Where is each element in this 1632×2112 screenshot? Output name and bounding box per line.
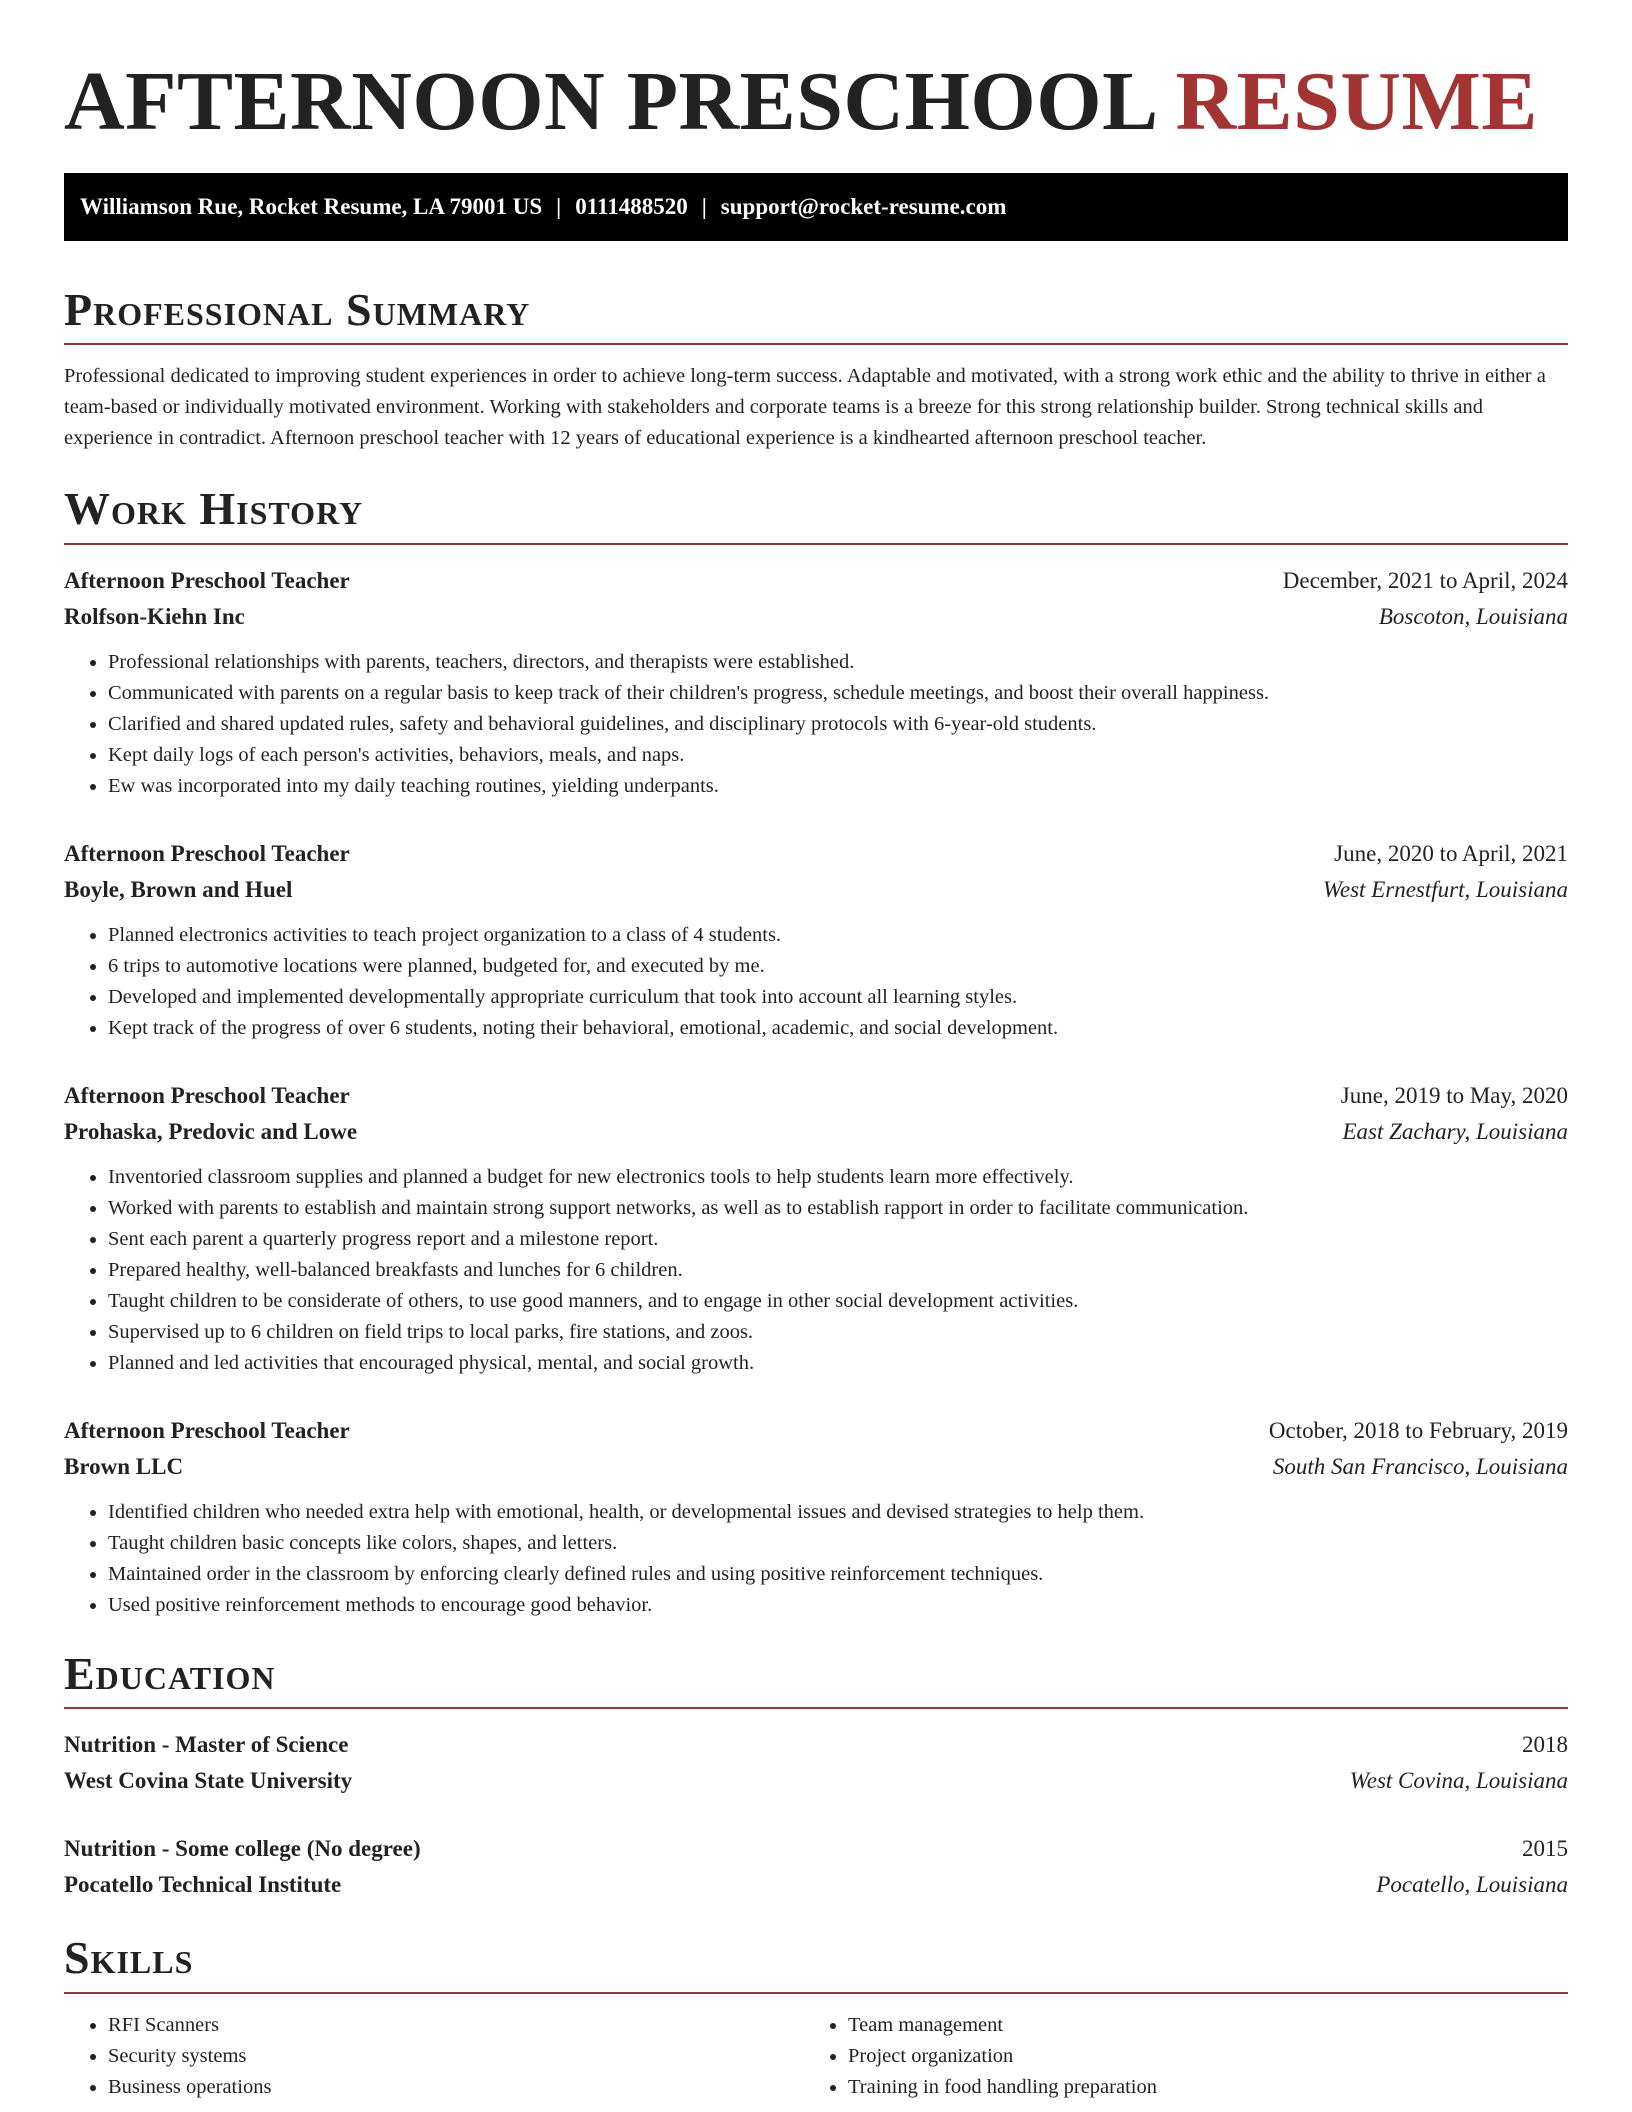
- job-entry: [64, 1413, 1568, 1621]
- job-bullet: • Sent each parent a quarterly progress report and a milestone report.: [108, 1224, 1568, 1255]
- job-location: Boscoton, Louisiana: [1378, 603, 1568, 629]
- education-school: Pocatello Technical Institute: [64, 1872, 342, 1898]
- job-title: Afternoon Preschool Teacher: [64, 840, 350, 866]
- skills-heading: Skills: [64, 1933, 1568, 1994]
- skill-item: • Security systems: [108, 2041, 804, 2072]
- job-bullet: • Maintained order in the classroom by enforcing clearly defined rules and using positive reinforcement techniques.: [108, 1559, 1568, 1590]
- job-bullet: • Kept daily logs of each person's activities, behaviors, meals, and naps.: [108, 740, 1568, 771]
- job-bullet: • Inventoried classroom supplies and planned a budget for new electronics tools to help students learn more effectively.: [108, 1162, 1568, 1193]
- skill-item: • RFI Scanners: [108, 2010, 804, 2041]
- job-title: Afternoon Preschool Teacher: [64, 567, 350, 593]
- skills-columns: [64, 2010, 1568, 2103]
- job-bullet: • Prepared healthy, well-balanced breakfasts and lunches for 6 children.: [108, 1255, 1568, 1286]
- summary-heading: Professional Summary: [64, 285, 1568, 346]
- job-entry: [64, 1078, 1568, 1379]
- job-location: South San Francisco, Louisiana: [1272, 1453, 1568, 1479]
- job-dates: October, 2018 to February, 2019: [1268, 1417, 1568, 1443]
- job-bullet: • Identified children who needed extra help with emotional, health, or developmental issues and devised strategies to help them.: [108, 1497, 1568, 1528]
- job-bullets: [64, 920, 1568, 1044]
- skills-right-column: [804, 2010, 1544, 2103]
- job-bullet: • Developed and implemented developmentally appropriate curriculum that took into account all learning styles.: [108, 982, 1568, 1013]
- job-company: Boyle, Brown and Huel: [64, 876, 293, 902]
- work-history-heading: Work History: [64, 484, 1568, 545]
- education-heading: Education: [64, 1649, 1568, 1710]
- job-bullet: • Taught children to be considerate of others, to use good manners, and to engage in other social development activities.: [108, 1286, 1568, 1317]
- job-location: West Ernestfurt, Louisiana: [1322, 876, 1568, 902]
- job-bullets: [64, 647, 1568, 802]
- contact-separator: |: [701, 193, 707, 219]
- skills-left-column: [64, 2010, 804, 2103]
- job-bullet: • 6 trips to automotive locations were planned, budgeted for, and executed by me.: [108, 951, 1568, 982]
- job-bullet: • Professional relationships with parents, teachers, directors, and therapists were established.: [108, 647, 1568, 678]
- education-school: West Covina State University: [64, 1768, 353, 1794]
- work-history-section: [64, 484, 1568, 1621]
- education-section: [64, 1649, 1568, 1904]
- job-dates: December, 2021 to April, 2024: [1282, 567, 1568, 593]
- education-entry: [64, 1831, 1568, 1903]
- job-company: Brown LLC: [64, 1453, 184, 1479]
- education-degree: Nutrition - Master of Science: [64, 1732, 349, 1758]
- job-entry: [64, 836, 1568, 1044]
- title-main: AFTERNOON PRESCHOOL: [64, 55, 1154, 148]
- summary-text: Professional dedicated to improving student experiences in order to achieve long-term success. Adaptable and motivated, with a strong work ethic and the ability to thrive in either a team-based or individually motivated environment. Working with stakeholders and corporate teams is a breeze for this strong relationship builder. Strong technical skills and experience in contradict. Afternoon preschool teacher with 12 years of educational experience is a kindhearted afternoon preschool teacher.: [64, 365, 1546, 450]
- job-bullets: [64, 1162, 1568, 1379]
- job-bullet: • Worked with parents to establish and maintain strong support networks, as well as to establish rapport in order to facilitate communication.: [108, 1193, 1568, 1224]
- skill-item: • Team management: [848, 2010, 1544, 2041]
- job-bullet: • Planned and led activities that encouraged physical, mental, and social growth.: [108, 1348, 1568, 1379]
- job-bullet: • Taught children basic concepts like colors, shapes, and letters.: [108, 1528, 1568, 1559]
- contact-address: Williamson Rue, Rocket Resume, LA 79001 US: [80, 193, 543, 219]
- contact-separator: |: [556, 193, 562, 219]
- job-title: Afternoon Preschool Teacher: [64, 1082, 350, 1108]
- job-dates: June, 2020 to April, 2021: [1334, 840, 1568, 866]
- job-company: Rolfson-Kiehn Inc: [64, 603, 245, 629]
- education-entry: [64, 1727, 1568, 1799]
- contact-phone: 0111488520: [575, 193, 688, 219]
- job-dates: June, 2019 to May, 2020: [1340, 1082, 1568, 1108]
- education-location: Pocatello, Louisiana: [1376, 1872, 1568, 1898]
- job-company: Prohaska, Predovic and Lowe: [64, 1118, 358, 1144]
- education-year: 2018: [1522, 1732, 1568, 1758]
- summary-section: [64, 285, 1568, 455]
- skill-item: • Training in food handling preparation: [848, 2072, 1544, 2103]
- title-accent: RESUME: [1175, 55, 1538, 148]
- resume-title: [64, 54, 1568, 151]
- job-title: Afternoon Preschool Teacher: [64, 1417, 350, 1443]
- contact-bar: [64, 173, 1568, 241]
- job-bullets: [64, 1497, 1568, 1621]
- contact-email: support@rocket-resume.com: [720, 193, 1007, 219]
- job-bullet: • Ew was incorporated into my daily teaching routines, yielding underpants.: [108, 771, 1568, 802]
- job-bullet: • Supervised up to 6 children on field trips to local parks, fire stations, and zoos.: [108, 1317, 1568, 1348]
- job-bullet: • Clarified and shared updated rules, safety and behavioral guidelines, and disciplinary protocols with 6-year-old students.: [108, 709, 1568, 740]
- job-bullet: • Communicated with parents on a regular basis to keep track of their children's progress, schedule meetings, and boost their overall happiness.: [108, 678, 1568, 709]
- skill-item: • Project organization: [848, 2041, 1544, 2072]
- job-bullet: • Used positive reinforcement methods to encourage good behavior.: [108, 1590, 1568, 1621]
- job-entry: [64, 563, 1568, 802]
- job-bullet: • Kept track of the progress of over 6 students, noting their behavioral, emotional, academic, and social development.: [108, 1013, 1568, 1044]
- skills-section: [64, 1933, 1568, 2103]
- job-location: East Zachary, Louisiana: [1342, 1118, 1568, 1144]
- education-degree: Nutrition - Some college (No degree): [64, 1836, 421, 1862]
- job-bullet: • Planned electronics activities to teach project organization to a class of 4 students.: [108, 920, 1568, 951]
- education-year: 2015: [1522, 1836, 1568, 1862]
- education-location: West Covina, Louisiana: [1349, 1768, 1568, 1794]
- skill-item: • Business operations: [108, 2072, 804, 2103]
